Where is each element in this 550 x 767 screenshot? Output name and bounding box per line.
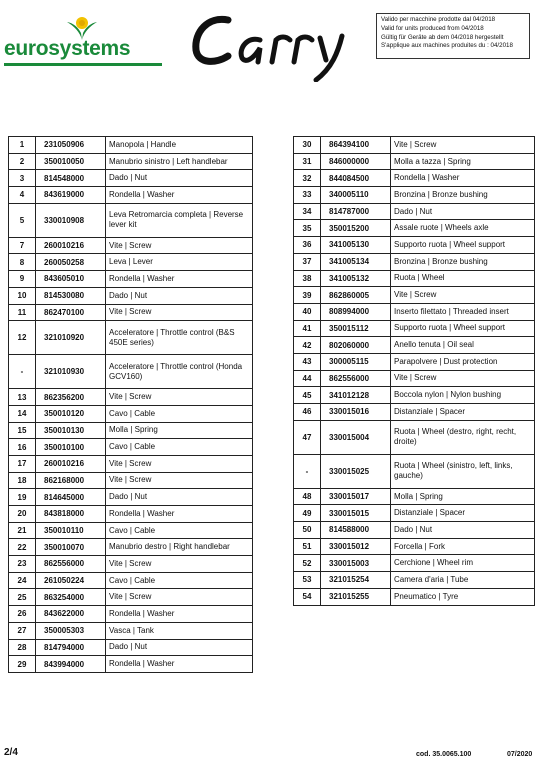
page-number: 2/4 xyxy=(4,747,18,758)
item-number: 35 xyxy=(294,220,321,237)
table-row xyxy=(9,203,253,237)
carry-model-wordmark xyxy=(188,2,358,82)
table-row xyxy=(294,237,535,254)
part-description: Bronzina | Bronze bushing xyxy=(391,253,535,270)
part-description: Boccola nylon | Nylon bushing xyxy=(391,387,535,404)
part-description: Parapolvere | Dust protection xyxy=(391,353,535,370)
table-row xyxy=(294,572,535,589)
part-description: Vite | Screw xyxy=(106,472,253,489)
validity-line: Valido per macchine prodotte dal 04/2018 xyxy=(381,16,496,23)
table-row xyxy=(9,455,253,472)
table-row xyxy=(9,656,253,673)
item-number: 18 xyxy=(9,472,36,489)
table-row xyxy=(294,387,535,404)
table-row xyxy=(9,355,253,389)
item-number: 34 xyxy=(294,203,321,220)
table-row xyxy=(294,303,535,320)
item-number: 50 xyxy=(294,522,321,539)
item-number: 30 xyxy=(294,137,321,154)
table-row xyxy=(9,422,253,439)
document-date: 07/2020 xyxy=(507,751,533,758)
part-code: 330015012 xyxy=(321,538,391,555)
part-description: Vite | Screw xyxy=(106,589,253,606)
part-code: 814794000 xyxy=(36,639,106,656)
part-description: Forcella | Fork xyxy=(391,538,535,555)
part-description: Vite | Screw xyxy=(106,304,253,321)
part-description: Manubrio destro | Right handlebar xyxy=(106,539,253,556)
table-row xyxy=(9,405,253,422)
table-row xyxy=(294,370,535,387)
part-description: Vite | Screw xyxy=(106,237,253,254)
document-code: cod. 35.0065.100 xyxy=(416,751,472,758)
part-code: 844084500 xyxy=(321,170,391,187)
part-code: 350010130 xyxy=(36,422,106,439)
item-number: 14 xyxy=(9,405,36,422)
part-code: 341005130 xyxy=(321,237,391,254)
part-code: 862356200 xyxy=(36,389,106,406)
item-number: 47 xyxy=(294,420,321,454)
item-number: 11 xyxy=(9,304,36,321)
part-description: Leva Retromarcia completa | Reverse lever kit xyxy=(106,203,253,237)
table-row xyxy=(9,556,253,573)
part-code: 330015015 xyxy=(321,505,391,522)
item-number: 21 xyxy=(9,522,36,539)
validity-box xyxy=(376,13,530,59)
item-number: 24 xyxy=(9,572,36,589)
part-description: Cavo | Cable xyxy=(106,439,253,456)
table-row xyxy=(294,404,535,421)
table-row xyxy=(294,522,535,539)
part-code: 330015017 xyxy=(321,488,391,505)
part-description: Ruota | Wheel xyxy=(391,270,535,287)
item-number: 25 xyxy=(9,589,36,606)
part-description: Anello tenuta | Oil seal xyxy=(391,337,535,354)
part-description: Molla a tazza | Spring xyxy=(391,153,535,170)
table-row xyxy=(294,187,535,204)
part-code: 321015255 xyxy=(321,588,391,605)
part-code: 260010216 xyxy=(36,455,106,472)
part-description: Camera d'aria | Tube xyxy=(391,572,535,589)
part-code: 330010908 xyxy=(36,203,106,237)
part-description: Manubrio sinistro | Left handlebar xyxy=(106,153,253,170)
item-number: 7 xyxy=(9,237,36,254)
logo-underline xyxy=(4,63,162,66)
item-number: 53 xyxy=(294,572,321,589)
part-code: 350010110 xyxy=(36,522,106,539)
part-code: 231050906 xyxy=(36,137,106,154)
table-row xyxy=(294,203,535,220)
table-row xyxy=(9,439,253,456)
item-number: 12 xyxy=(9,321,36,355)
table-row xyxy=(9,622,253,639)
table-row xyxy=(9,539,253,556)
table-row xyxy=(294,137,535,154)
part-code: 843994000 xyxy=(36,656,106,673)
table-row xyxy=(9,237,253,254)
item-number: 22 xyxy=(9,539,36,556)
item-number: 36 xyxy=(294,237,321,254)
part-code: 330015016 xyxy=(321,404,391,421)
item-number: 44 xyxy=(294,370,321,387)
part-description: Dado | Nut xyxy=(106,489,253,506)
table-row xyxy=(294,287,535,304)
part-description: Vite | Screw xyxy=(391,287,535,304)
part-code: 350010070 xyxy=(36,539,106,556)
table-row xyxy=(294,555,535,572)
part-code: 350010050 xyxy=(36,153,106,170)
table-row xyxy=(294,588,535,605)
parts-table-right xyxy=(293,136,535,606)
item-number: - xyxy=(294,454,321,488)
part-code: 843622000 xyxy=(36,606,106,623)
part-description: Dado | Nut xyxy=(106,170,253,187)
table-row xyxy=(294,220,535,237)
part-code: 350010120 xyxy=(36,405,106,422)
part-description: Dado | Nut xyxy=(391,522,535,539)
table-row xyxy=(9,287,253,304)
item-number: 32 xyxy=(294,170,321,187)
part-description: Molla | Spring xyxy=(391,488,535,505)
part-code: 350005303 xyxy=(36,622,106,639)
item-number: 13 xyxy=(9,389,36,406)
part-description: Distanziale | Spacer xyxy=(391,404,535,421)
part-description: Inserto filettato | Threaded insert xyxy=(391,303,535,320)
item-number: 39 xyxy=(294,287,321,304)
part-description: Rondella | Washer xyxy=(391,170,535,187)
item-number: 19 xyxy=(9,489,36,506)
item-number: 43 xyxy=(294,353,321,370)
part-description: Manopola | Handle xyxy=(106,137,253,154)
part-code: 330015004 xyxy=(321,420,391,454)
table-row xyxy=(294,538,535,555)
validity-line: Gültig für Geräte ab dem 04/2018 hergestellt xyxy=(381,33,504,41)
item-number: 41 xyxy=(294,320,321,337)
part-description: Rondella | Washer xyxy=(106,271,253,288)
item-number: 37 xyxy=(294,253,321,270)
part-description: Cavo | Cable xyxy=(106,572,253,589)
part-description: Bronzina | Bronze bushing xyxy=(391,187,535,204)
eurosystems-logo xyxy=(4,8,164,60)
part-code: 321010920 xyxy=(36,321,106,355)
part-code: 846000000 xyxy=(321,153,391,170)
item-number: 49 xyxy=(294,505,321,522)
item-number: 17 xyxy=(9,455,36,472)
item-number: 2 xyxy=(9,153,36,170)
item-number: 40 xyxy=(294,303,321,320)
part-code: 350015112 xyxy=(321,320,391,337)
part-code: 808994000 xyxy=(321,303,391,320)
part-description: Pneumatico | Tyre xyxy=(391,588,535,605)
item-number: 10 xyxy=(9,287,36,304)
item-number: 51 xyxy=(294,538,321,555)
table-row xyxy=(9,271,253,288)
part-description: Vite | Screw xyxy=(106,556,253,573)
part-code: 321010930 xyxy=(36,355,106,389)
part-code: 350010100 xyxy=(36,439,106,456)
part-description: Rondella | Washer xyxy=(106,187,253,204)
item-number: 48 xyxy=(294,488,321,505)
part-description: Rondella | Washer xyxy=(106,606,253,623)
part-code: 862860005 xyxy=(321,287,391,304)
table-row xyxy=(9,589,253,606)
part-code: 321015254 xyxy=(321,572,391,589)
item-number: 4 xyxy=(9,187,36,204)
part-code: 863254000 xyxy=(36,589,106,606)
item-number: 23 xyxy=(9,556,36,573)
part-code: 864394100 xyxy=(321,137,391,154)
part-code: 350015200 xyxy=(321,220,391,237)
table-row xyxy=(9,472,253,489)
part-description: Ruota | Wheel (destro, right, recht, droite) xyxy=(391,420,535,454)
item-number: 9 xyxy=(9,271,36,288)
part-code: 814548000 xyxy=(36,170,106,187)
item-number: 1 xyxy=(9,137,36,154)
part-code: 862168000 xyxy=(36,472,106,489)
parts-table-left xyxy=(8,136,253,673)
item-number: 33 xyxy=(294,187,321,204)
part-description: Vite | Screw xyxy=(106,389,253,406)
item-number: 52 xyxy=(294,555,321,572)
part-description: Assale ruote | Wheels axle xyxy=(391,220,535,237)
table-row xyxy=(294,253,535,270)
part-description: Vasca | Tank xyxy=(106,622,253,639)
part-code: 814588000 xyxy=(321,522,391,539)
part-description: Vite | Screw xyxy=(391,370,535,387)
table-row xyxy=(294,353,535,370)
part-code: 260050258 xyxy=(36,254,106,271)
item-number: 16 xyxy=(9,439,36,456)
part-code: 814530080 xyxy=(36,287,106,304)
part-code: 341012128 xyxy=(321,387,391,404)
part-code: 341005132 xyxy=(321,270,391,287)
part-code: 340005110 xyxy=(321,187,391,204)
table-row xyxy=(9,389,253,406)
item-number: 3 xyxy=(9,170,36,187)
item-number: 20 xyxy=(9,506,36,523)
table-row xyxy=(9,304,253,321)
part-code: 261050224 xyxy=(36,572,106,589)
table-row xyxy=(9,153,253,170)
part-description: Acceleratore | Throttle control (Honda GCV160) xyxy=(106,355,253,389)
item-number: 27 xyxy=(9,622,36,639)
item-number: 29 xyxy=(9,656,36,673)
part-description: Ruota | Wheel (sinistro, left, links, gauche) xyxy=(391,454,535,488)
part-code: 330015003 xyxy=(321,555,391,572)
part-code: 862556000 xyxy=(36,556,106,573)
part-description: Dado | Nut xyxy=(391,203,535,220)
table-row xyxy=(9,489,253,506)
part-code: 330015025 xyxy=(321,454,391,488)
table-row xyxy=(294,153,535,170)
part-description: Cerchione | Wheel rim xyxy=(391,555,535,572)
item-number: 45 xyxy=(294,387,321,404)
table-row xyxy=(294,320,535,337)
table-row xyxy=(9,137,253,154)
table-row xyxy=(9,187,253,204)
part-code: 814787000 xyxy=(321,203,391,220)
part-code: 843818000 xyxy=(36,506,106,523)
table-row xyxy=(9,522,253,539)
part-description: Vite | Screw xyxy=(391,137,535,154)
table-row xyxy=(9,572,253,589)
part-description: Acceleratore | Throttle control (B&S 450E series) xyxy=(106,321,253,355)
table-row xyxy=(9,321,253,355)
table-row xyxy=(294,454,535,488)
part-code: 300005115 xyxy=(321,353,391,370)
item-number: 54 xyxy=(294,588,321,605)
item-number: 8 xyxy=(9,254,36,271)
item-number: 31 xyxy=(294,153,321,170)
part-code: 260010216 xyxy=(36,237,106,254)
item-number: 15 xyxy=(9,422,36,439)
part-description: Cavo | Cable xyxy=(106,405,253,422)
item-number: 42 xyxy=(294,337,321,354)
table-row xyxy=(294,337,535,354)
part-description: Leva | Lever xyxy=(106,254,253,271)
table-row xyxy=(294,505,535,522)
table-row xyxy=(294,420,535,454)
validity-line: S'applique aux machines produites du : 04/2018 xyxy=(381,42,513,50)
part-description: Rondella | Washer xyxy=(106,506,253,523)
table-row xyxy=(294,488,535,505)
item-number: 46 xyxy=(294,404,321,421)
item-number: 28 xyxy=(9,639,36,656)
validity-line: Valid for units produced from 04/2018 xyxy=(381,24,484,32)
part-code: 862556000 xyxy=(321,370,391,387)
item-number: 5 xyxy=(9,203,36,237)
table-row xyxy=(9,254,253,271)
table-row xyxy=(9,506,253,523)
table-row xyxy=(9,170,253,187)
part-description: Distanziale | Spacer xyxy=(391,505,535,522)
item-number: 38 xyxy=(294,270,321,287)
part-code: 802060000 xyxy=(321,337,391,354)
part-description: Dado | Nut xyxy=(106,287,253,304)
table-row xyxy=(9,639,253,656)
part-description: Supporto ruota | Wheel support xyxy=(391,237,535,254)
part-description: Supporto ruota | Wheel support xyxy=(391,320,535,337)
part-code: 862470100 xyxy=(36,304,106,321)
table-row xyxy=(294,270,535,287)
table-row xyxy=(294,170,535,187)
part-code: 843619000 xyxy=(36,187,106,204)
part-description: Rondella | Washer xyxy=(106,656,253,673)
table-row xyxy=(9,606,253,623)
part-code: 341005134 xyxy=(321,253,391,270)
part-code: 843605010 xyxy=(36,271,106,288)
part-description: Dado | Nut xyxy=(106,639,253,656)
item-number: - xyxy=(9,355,36,389)
part-description: Molla | Spring xyxy=(106,422,253,439)
item-number: 26 xyxy=(9,606,36,623)
part-description: Vite | Screw xyxy=(106,455,253,472)
part-code: 814645000 xyxy=(36,489,106,506)
part-description: Cavo | Cable xyxy=(106,522,253,539)
logo-text: eurosystems xyxy=(4,37,131,60)
